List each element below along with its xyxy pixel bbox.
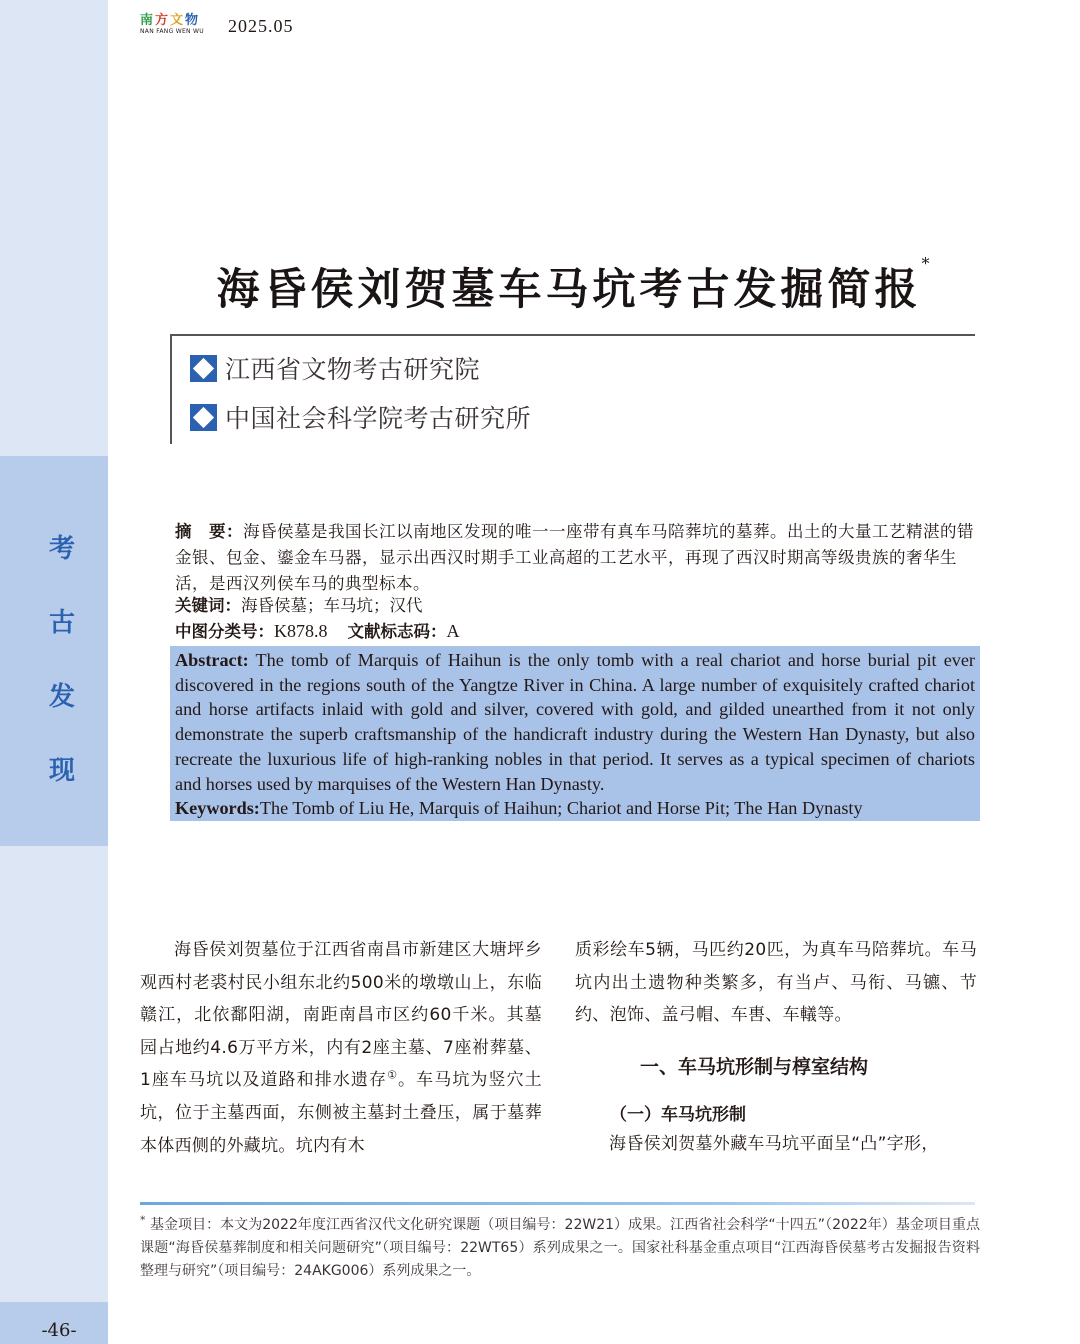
diamond-bullet-icon (190, 355, 217, 382)
issue-date: 2025.05 (228, 16, 294, 36)
logo-char: 物 (185, 13, 199, 28)
article-title (0, 256, 1080, 317)
footnote-mark: * (140, 1213, 146, 1227)
journal-logo-cn (140, 14, 216, 28)
abstract-cn (175, 519, 975, 597)
sidebar-column-char: 现 (48, 756, 75, 786)
author-name: 中国社会科学院考古研究所 (225, 404, 532, 433)
diamond-bullet-icon (190, 404, 217, 431)
body-paragraph: 质彩绘车5辆，马匹约20匹，为真车马陪葬坑。车马坑内出土遗物种类繁多，有当卢、马衔、马镳、节约、泡饰、盖弓帽、车軎、车轙等。 (575, 940, 977, 1026)
author-rule-left (170, 334, 172, 444)
abstract-en (170, 646, 980, 821)
journal-logo-en: NAN FANG WEN WU (140, 28, 204, 35)
body-paragraph (140, 934, 542, 1162)
logo-char: 方 (155, 13, 169, 28)
author-rule-top (170, 334, 975, 336)
logo-char: 文 (170, 13, 184, 28)
classification-row (175, 618, 460, 645)
section-heading: 一、车马坑形制与椁室结构 (640, 1056, 869, 1078)
body-right-column (575, 934, 977, 1032)
note-ref: ① (387, 1068, 399, 1082)
abstract-cn-label: 摘 要： (175, 522, 243, 541)
footnote-rule (140, 1202, 975, 1205)
keywords-en-text: The Tomb of Liu He, Marquis of Haihun; Chariot and Horse Pit; The Han Dynasty (259, 798, 863, 819)
sidebar-column-char: 考 (48, 534, 75, 564)
journal-logo (140, 14, 216, 40)
subsection-body (575, 1128, 977, 1161)
footnote (140, 1214, 980, 1283)
body-left-column (140, 934, 542, 1162)
sidebar-column-block (0, 456, 108, 846)
keywords-cn-text: 海昏侯墓；车马坑；汉代 (241, 596, 423, 615)
author-name: 江西省文物考古研究院 (225, 355, 481, 384)
doc-code-value: A (446, 621, 460, 641)
body-text: 海昏侯刘贺墓位于江西省南昌市新建区大塘坪乡观西村老裘村民小组东北约500米的墩墩山上，东临赣江，北依鄱阳湖，南距南昌市区约60千米。其墓园占地约4.6万平方米，内有2座主墓、7座祔葬墓、1座车马坑以及道路和排水遗存 (140, 940, 542, 1091)
author-item (190, 353, 480, 383)
sidebar-column-char: 古 (48, 608, 75, 638)
body-paragraph: 海昏侯刘贺墓外藏车马坑平面呈“凸”字形， (609, 1134, 939, 1154)
doc-code-label: 文献标志码： (347, 622, 447, 641)
sidebar-column-char: 发 (48, 682, 75, 712)
clc-value: K878.8 (274, 621, 328, 641)
keywords-cn (175, 593, 423, 619)
logo-char: 南 (140, 13, 154, 28)
body-text: 。车马坑为竖穴土坑，位于主墓西面，东侧被主墓封土叠压，属于墓葬本体西侧的外藏坑。坑内有木 (140, 1070, 542, 1156)
keywords-cn-label: 关键词： (175, 596, 241, 615)
subsection-heading: （一）车马坑形制 (610, 1105, 746, 1125)
abstract-en-text: The tomb of Marquis of Haihun is the only tomb with a real chariot and horse burial pit ever discovered in the regions south of the Yangtze River in China. A large number of exquisitely crafted chariot and horse artifacts inlaid with gold and silver, covered with gold, and gilded unearthed from it not only demonstrate the superb craftsmanship of the handicraft industry during the Western Han Dynasty, but also recreate the luxurious life of high-ranking nobles in that period. It serves as a typical specimen of chariots and horses used by marquises of the Western Han Dynasty. (175, 650, 975, 794)
article-title-text: 海昏侯刘贺墓车马坑考古发掘简报 (216, 265, 922, 315)
keywords-en-label: Keywords: (175, 798, 260, 819)
title-footnote-mark: * (921, 254, 934, 273)
clc-label: 中图分类号： (175, 622, 274, 641)
page-number: -46- (41, 1320, 77, 1341)
abstract-cn-text: 海昏侯墓是我国长江以南地区发现的唯一一座带有真车马陪葬坑的墓葬。出土的大量工艺精湛的错金银、包金、鎏金车马器，显示出西汉时期手工业高超的工艺水平，再现了西汉时期高等级贵族的奢华生活，是西汉列侯车马的典型标本。 (175, 522, 974, 593)
author-item (190, 402, 531, 432)
abstract-en-label: Abstract: (175, 650, 249, 670)
footnote-text: 基金项目：本文为2022年度江西省汉代文化研究课题（项目编号：22W21）成果。江西省社会科学“十四五”（2022年）基金项目重点课题“海昏侯墓葬制度和相关问题研究”（项目编号：22WT65）系列成果之一。国家社科基金重点项目“江西海昏侯墓考古发掘报告资料整理与研究”（项目编号：24AKG006）系列成果之一。 (140, 1217, 980, 1279)
